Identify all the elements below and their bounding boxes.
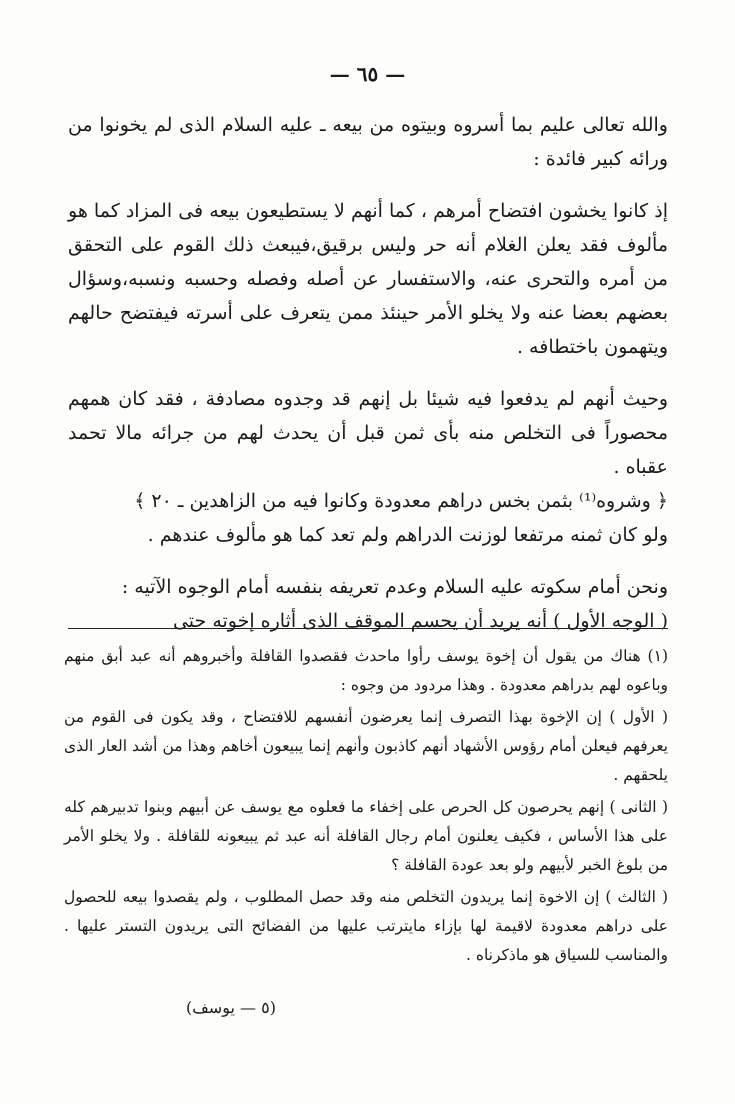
quran-verse: ﴿ وشروه⁽¹⁾ بثمن بخس دراهم معدودة وكانوا فيه من الزاهدين ـ ٢٠ ﴾ xyxy=(134,490,668,512)
footnote-1: (١) هناك من يقول أن إخوة يوسف رأوا ماحدث فقصدوا القافلة وأخبروهم أنه عبد أبق منهم وباعوه لهم بدراهم معدودة . وهذا مردود من وجوه : xyxy=(64,647,668,694)
printer-signature: (٥ — يوسف) xyxy=(186,998,276,1017)
footnote-divider xyxy=(68,628,668,629)
paragraph-1: والله تعالى عليم بما أسروه وبيتوه من بيعه ـ عليه السلام الذى لم يخونوا من ورائه كبير فائدة : xyxy=(68,114,668,170)
paragraph-2: إذ كانوا يخشون افتضاح أمرهم ، كما أنهم لا يستطيعون بيعه فى المزاد كما هو مألوف فقد يعلن الغلام أنه حر وليس برقيق،فيبعث ذلك القوم على التحقق من أمره والتحرى عنه، والاستفسار عن أصله وفصله وحسبه ونسبه،وسؤال بعضهم بعضا عنه ولا يخلو الأمر حينئذ ممن يتعرف على أسرته فيفتضح حالهم ويتهمون باختطافه . xyxy=(68,200,668,358)
paragraph-5: ونحن أمام سكوته عليه السلام وعدم تعريفه بنفسه أمام الوجوه الآتيه : xyxy=(121,576,668,598)
paragraph-6: ( الوجه الأول ) أنه يريد أن يحسم الموقف الذى أثاره إخوته حتى xyxy=(172,610,668,632)
paragraph-4: ولو كان ثمنه مرتفعا لوزنت الدراهم ولم تعد كما هو مألوف عندهم . xyxy=(147,524,668,546)
paragraph-3: وحيث أنهم لم يدفعوا فيه شيئا بل إنهم قد وجدوه مصادفة ، فقد كان همهم محصوراً فى التخلص منه بأى ثمن قبل أن يحدث لهم من جرائه مالا تحمد عقباه . xyxy=(68,388,668,478)
footnotes xyxy=(64,642,668,973)
footnote-3: ( الثانى ) إنهم يحرصون كل الحرص على إخفاء ما فعلوه مع يوسف عن أبيهم وبنوا تدبيرهم كله على هذا الأساس ، فكيف يعلنون أمام رجال القافلة أنه عبد ثم يبيعونه للقافلة . ولا يخلو الأمر من بلوغ الخبر لأبيهم ولو بعد عودة القافلة ؟ xyxy=(64,798,668,874)
footnote-4: ( الثالث ) إن الاخوة إنما يريدون التخلص منه وقد حصل المطلوب ، ولم يقصدوا بيعه للحصول على دراهم معدودة لاقيمة لها بإزاء مايترتب عليها من الفضائح التى يريدون التستر عليها . والمناسب للسياق هو ماذكرناه . xyxy=(64,888,668,964)
main-text xyxy=(68,108,668,638)
footnote-2: ( الأول ) إن الإخوة بهذا التصرف إنما يعرضون أنفسهم للافتضاح ، وقد يكون فى القوم من يعرفهم فيعلن أمام رؤوس الأشهاد أنهم كاذبون وأنهم إنما يبيعون أخاهم وهذا من أشد العار الذى يلحقهم . xyxy=(64,708,668,784)
page-number: — ٦٥ — xyxy=(329,62,406,86)
